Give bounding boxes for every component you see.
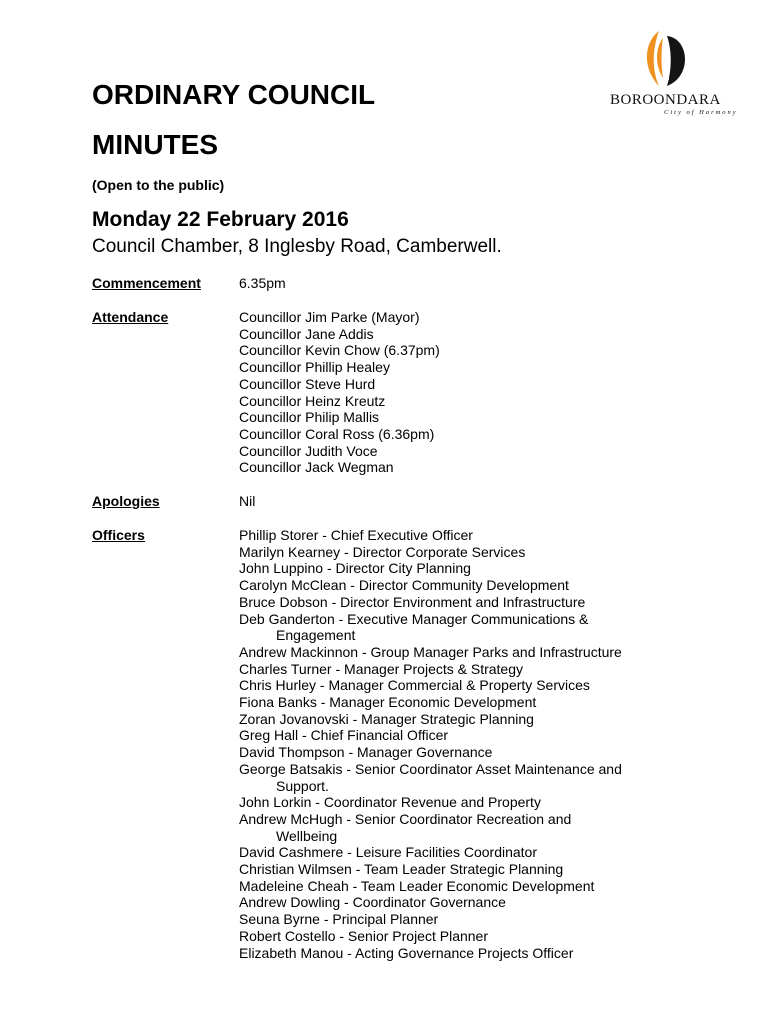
logo-wordmark: BOROONDARA (610, 92, 721, 108)
officer-item-continuation: Support. (276, 777, 329, 794)
boroondara-logo (606, 28, 742, 120)
officer-item: Robert Costello - Senior Project Planner (239, 927, 489, 944)
officer-item: Zoran Jovanovski - Manager Strategic Planning (239, 710, 534, 727)
attendance-item: Councillor Jack Wegman (239, 459, 394, 476)
officer-item: Elizabeth Manou - Acting Governance Projects Officer (239, 944, 574, 961)
officer-item: David Thompson - Manager Governance (239, 744, 493, 761)
attendance-item: Councillor Philip Mallis (239, 409, 380, 426)
commencement-label: Commencement (92, 275, 201, 291)
attendance-item: Councillor Coral Ross (6.36pm) (239, 425, 435, 442)
officer-item: Fiona Banks - Manager Economic Development (239, 694, 537, 711)
officer-item: Carolyn McClean - Director Community Development (239, 577, 569, 594)
attendance-item: Councillor Jim Parke (Mayor) (239, 309, 420, 325)
officer-item: David Cashmere - Leisure Facilities Coordinator (239, 844, 538, 861)
officer-item: Deb Ganderton - Executive Manager Communications & (239, 610, 589, 627)
logo-tagline: City of Harmony (664, 109, 738, 116)
document-title-line-2: MINUTES (92, 129, 218, 160)
meeting-date: Monday 22 February 2016 (92, 208, 349, 231)
meeting-venue: Council Chamber, 8 Inglesby Road, Camberwell. (92, 236, 502, 257)
officers-label: Officers (92, 527, 145, 543)
officer-item-continuation: Wellbeing (276, 827, 338, 844)
officer-item: Andrew Dowling - Coordinator Governance (239, 894, 506, 911)
officers-list (239, 527, 679, 961)
attendance-item: Councillor Jane Addis (239, 325, 374, 342)
attendance-item: Councillor Kevin Chow (6.37pm) (239, 342, 440, 359)
officer-item: John Luppino - Director City Planning (239, 560, 471, 577)
document-title-line-1: ORDINARY COUNCIL (92, 79, 376, 110)
officer-item: Madeleine Cheah - Team Leader Economic Development (239, 877, 595, 894)
attendance-item: Councillor Steve Hurd (239, 375, 376, 392)
officer-item: John Lorkin - Coordinator Revenue and Property (239, 794, 541, 811)
officer-item: Andrew Mackinnon - Group Manager Parks and Infrastructure (239, 643, 622, 660)
officer-item: Seuna Byrne - Principal Planner (239, 911, 439, 928)
attendance-list (239, 309, 679, 476)
attendance-item: Councillor Phillip Healey (239, 359, 390, 376)
apologies-label: Apologies (92, 493, 160, 509)
commencement-time: 6.35pm (239, 275, 286, 291)
officer-item: Marilyn Kearney - Director Corporate Services (239, 543, 526, 560)
attendance-item: Councillor Judith Voce (239, 442, 378, 459)
officer-item: Greg Hall - Chief Financial Officer (239, 727, 449, 744)
boroondara-emblem-icon (638, 28, 698, 90)
officer-item-continuation: Engagement (276, 627, 356, 644)
officer-item: Phillip Storer - Chief Executive Officer (239, 527, 473, 543)
document-subtitle: (Open to the public) (92, 177, 225, 193)
officer-item: Charles Turner - Manager Projects & Strategy (239, 660, 524, 677)
attendance-label: Attendance (92, 309, 169, 325)
attendance-item: Councillor Heinz Kreutz (239, 392, 386, 409)
apologies-value: Nil (239, 493, 256, 509)
officer-item: Bruce Dobson - Director Environment and Infrastructure (239, 593, 586, 610)
officer-item: Chris Hurley - Manager Commercial & Property Services (239, 677, 590, 694)
officer-item: George Batsakis - Senior Coordinator Asset Maintenance and (239, 760, 622, 777)
officer-item: Andrew McHugh - Senior Coordinator Recreation and (239, 810, 572, 827)
officer-item: Christian Wilmsen - Team Leader Strategic Planning (239, 861, 564, 878)
